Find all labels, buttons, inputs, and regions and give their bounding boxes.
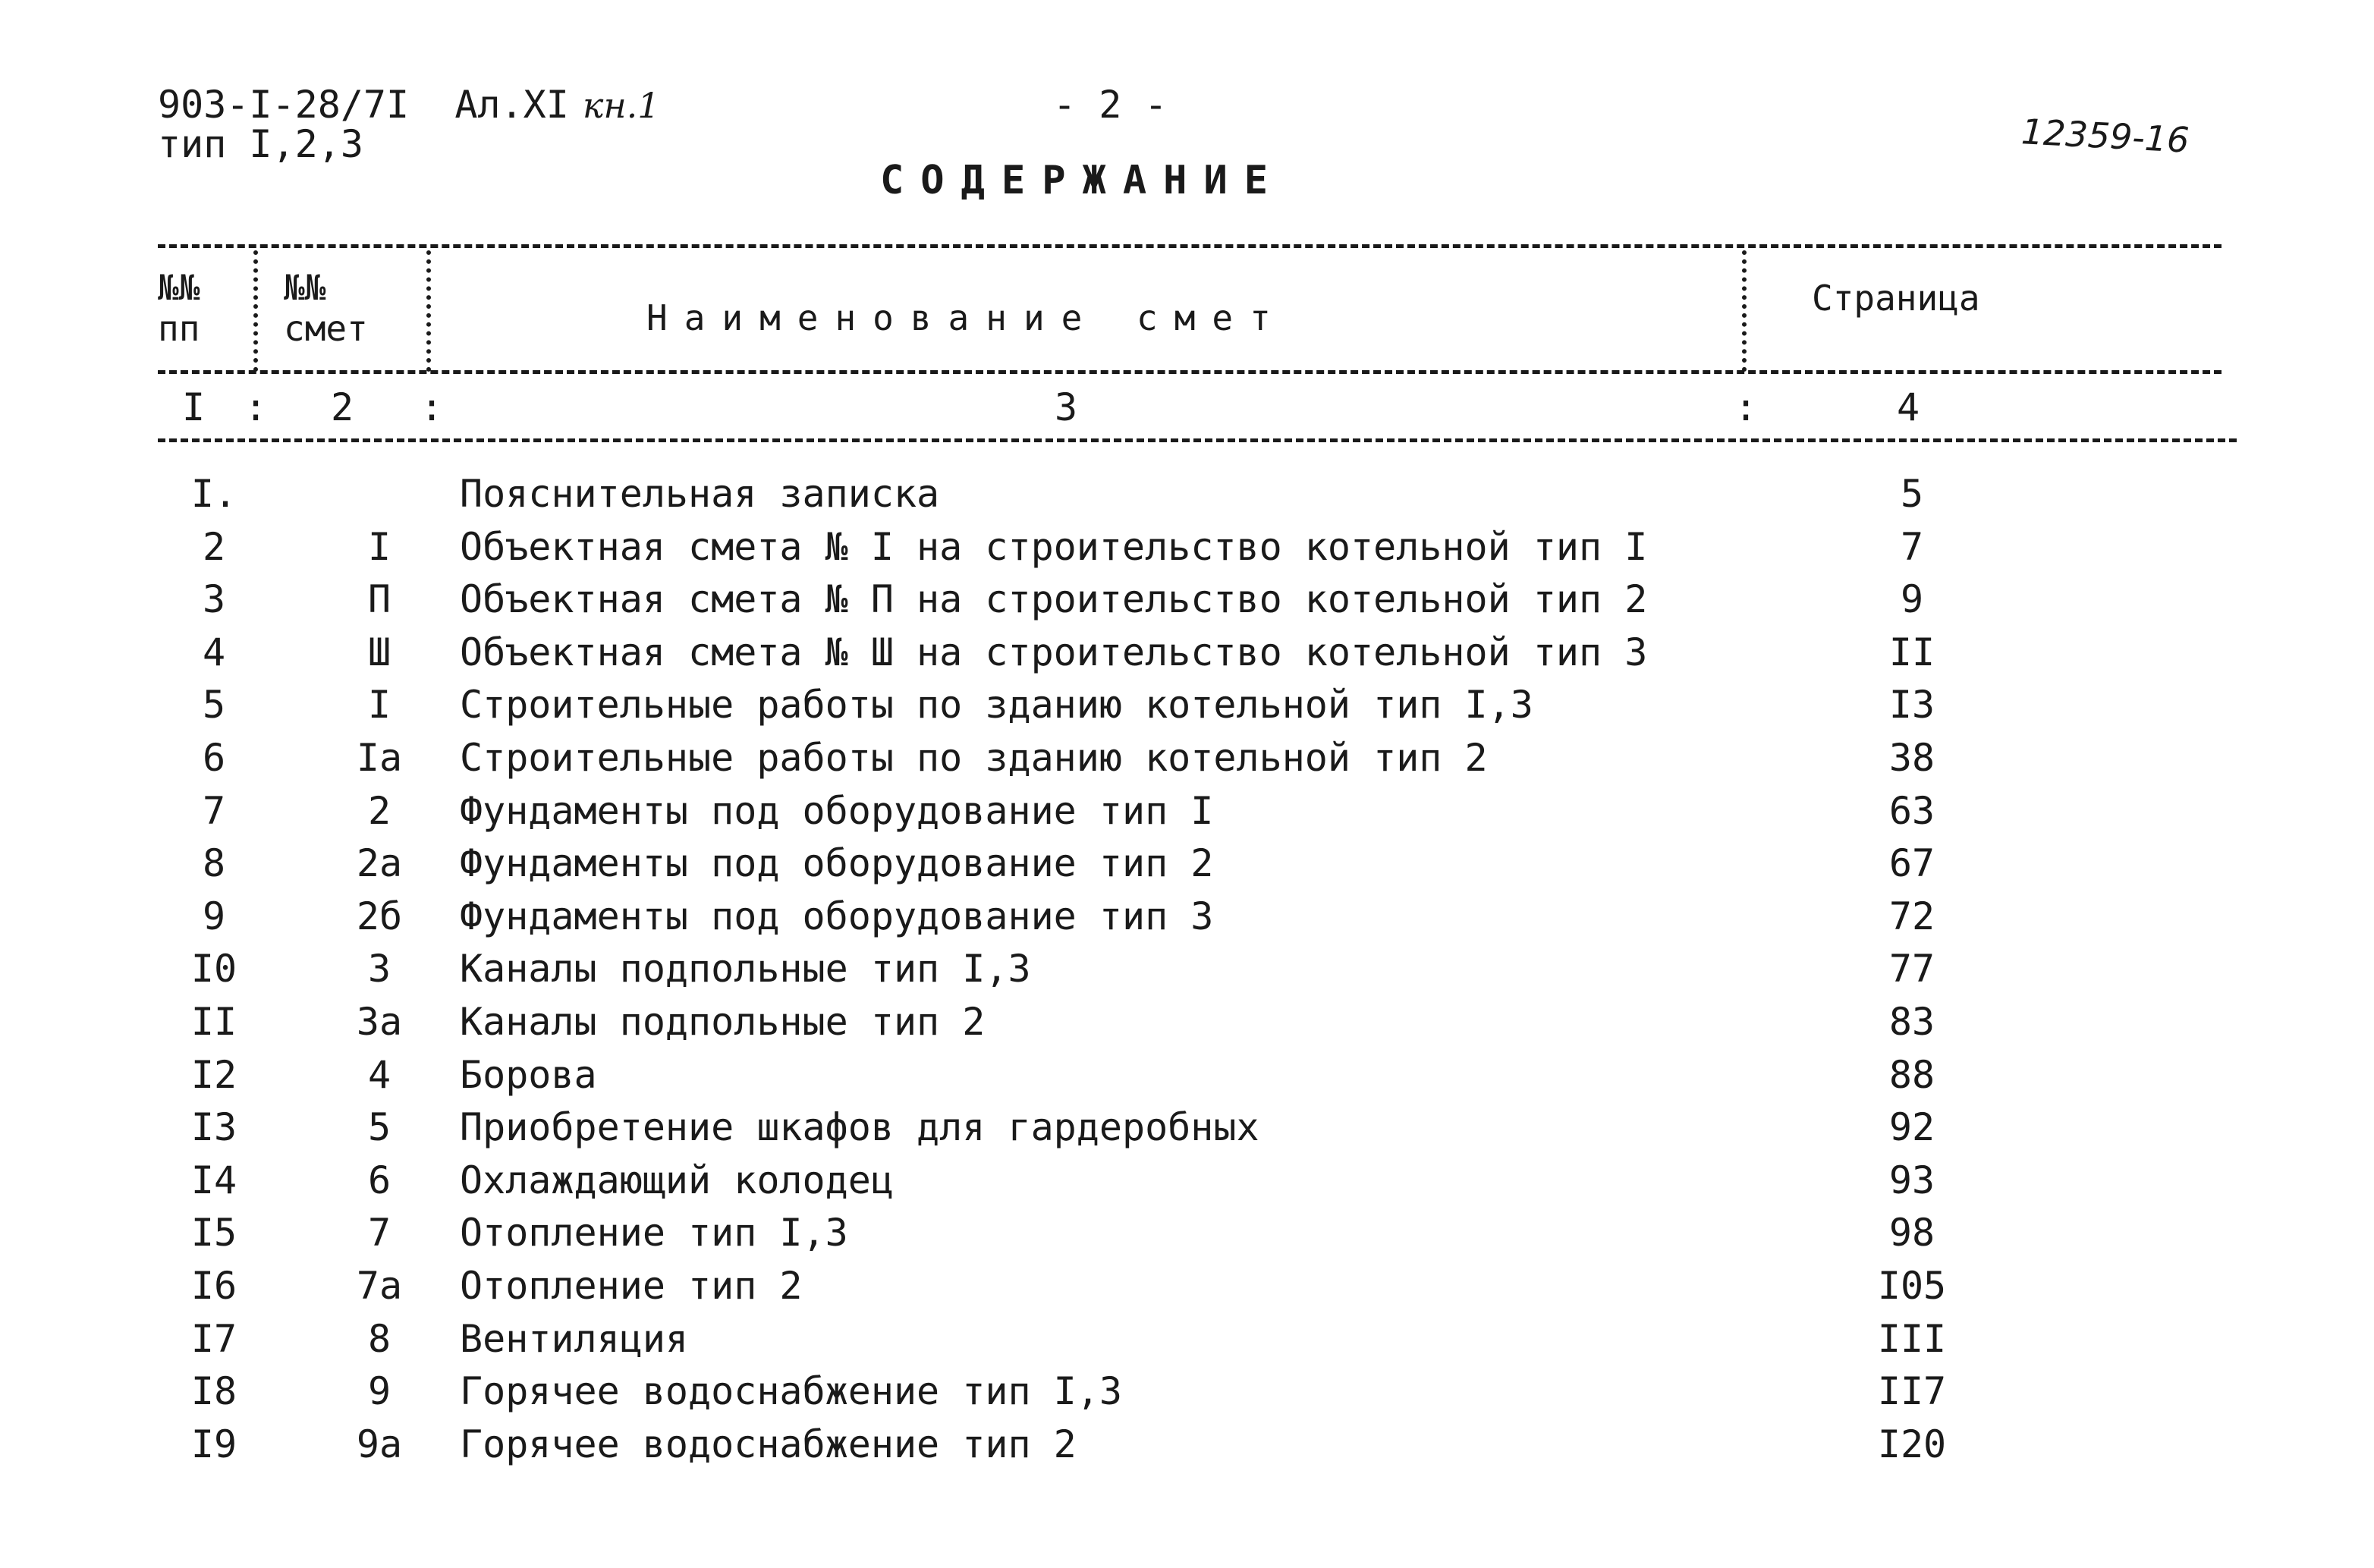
row-number: 8 — [202, 841, 226, 886]
estimate-number: 2 — [367, 788, 391, 833]
estimate-number: 8 — [367, 1316, 391, 1361]
table-row — [0, 1365, 2374, 1418]
colon-separator: : — [1734, 385, 1758, 429]
page-number-cell: III — [1877, 1316, 1947, 1361]
estimate-number: Iа — [356, 736, 403, 780]
page-number-cell: 5 — [1900, 472, 1924, 516]
column-numbers-rule — [158, 438, 2237, 442]
page-number-cell: I05 — [1877, 1264, 1947, 1308]
estimate-name: Борова — [460, 1052, 597, 1097]
column-number-3: 3 — [1055, 385, 1078, 429]
estimate-number: Ш — [367, 630, 391, 674]
page-number-cell: 77 — [1888, 947, 1935, 991]
table-row — [0, 1101, 2374, 1154]
estimate-name: Отопление тип 2 — [460, 1264, 803, 1308]
table-row — [0, 784, 2374, 837]
row-number: II — [190, 1000, 237, 1044]
page-number-cell: 9 — [1900, 577, 1924, 622]
table-row — [0, 1206, 2374, 1259]
document-code — [158, 85, 660, 125]
estimate-number: 6 — [367, 1158, 391, 1202]
row-number: I. — [190, 472, 237, 516]
row-number: 3 — [202, 577, 226, 622]
page-title: СОДЕРЖАНИЕ — [880, 158, 1285, 203]
table-row — [0, 1154, 2374, 1207]
estimate-name: Фундаменты под оборудование тип 3 — [460, 894, 1214, 938]
estimate-name: Охлаждающий колодец — [460, 1158, 894, 1202]
column-separator-1 — [253, 250, 258, 372]
page-number-cell: 98 — [1888, 1211, 1935, 1255]
estimate-name: Строительные работы по зданию котельной тип I,3 — [460, 683, 1533, 727]
page-number-cell: 38 — [1888, 736, 1935, 780]
estimate-number: 3 — [367, 947, 391, 991]
page-number-cell: II7 — [1877, 1369, 1947, 1414]
header-row-number: №№ пп — [158, 267, 200, 349]
estimate-name: Вентиляция — [460, 1316, 689, 1361]
column-separator-3 — [1742, 250, 1747, 372]
table-row — [0, 995, 2374, 1048]
row-number: I3 — [190, 1105, 237, 1150]
header-bottom-rule — [158, 370, 2221, 374]
table-row — [0, 890, 2374, 943]
row-number: 6 — [202, 736, 226, 780]
colon-separator: : — [420, 385, 444, 429]
table-row — [0, 520, 2374, 573]
table-row — [0, 1259, 2374, 1312]
estimate-name: Пояснительная записка — [460, 472, 940, 516]
table-row — [0, 626, 2374, 679]
estimate-name: Объектная смета № П на строительство котельной тип 2 — [460, 577, 1648, 622]
table-row — [0, 1312, 2374, 1365]
row-number: 5 — [202, 683, 226, 727]
estimate-number: I — [367, 524, 391, 569]
estimate-name: Горячее водоснабжение тип 2 — [460, 1422, 1077, 1466]
row-number: I0 — [190, 947, 237, 991]
estimate-number: 2а — [356, 841, 403, 886]
document-type-line: тип I,2,3 — [158, 122, 363, 166]
row-number: I4 — [190, 1158, 237, 1202]
document-code-text: 903-I-28/7I Ал.XI — [158, 83, 569, 127]
estimate-name: Отопление тип I,3 — [460, 1211, 848, 1255]
row-number: 9 — [202, 894, 226, 938]
estimate-name: Фундаменты под оборудование тип I — [460, 788, 1214, 833]
column-number-4: 4 — [1897, 385, 1920, 429]
estimate-name: Объектная смета № I на строительство котельной тип I — [460, 524, 1648, 569]
estimate-number: 9 — [367, 1369, 391, 1414]
table-row — [0, 731, 2374, 784]
handwritten-reference-number: 12359-16 — [2020, 111, 2190, 161]
row-number: 4 — [202, 630, 226, 674]
estimate-name: Каналы подпольные тип 2 — [460, 1000, 986, 1044]
table-row — [0, 1048, 2374, 1101]
table-row — [0, 837, 2374, 890]
colon-separator: : — [244, 385, 268, 429]
page-number-cell: 93 — [1888, 1158, 1935, 1202]
page-number-cell: II — [1888, 630, 1935, 674]
handwritten-book-note: кн.1 — [582, 85, 660, 126]
page-number: - 2 - — [1053, 83, 1168, 127]
row-number: I7 — [190, 1316, 237, 1361]
estimate-name: Горячее водоснабжение тип I,3 — [460, 1369, 1122, 1414]
header-page: Страница — [1812, 278, 1980, 319]
page-number-cell: 63 — [1888, 788, 1935, 833]
table-row — [0, 678, 2374, 731]
page-number-cell: I3 — [1888, 683, 1935, 727]
estimate-name: Объектная смета № Ш на строительство котельной тип 3 — [460, 630, 1648, 674]
estimate-name: Приобретение шкафов для гардеробных — [460, 1105, 1259, 1150]
estimate-number: I — [367, 683, 391, 727]
row-number: I6 — [190, 1264, 237, 1308]
page-number-cell: 83 — [1888, 1000, 1935, 1044]
estimate-name: Фундаменты под оборудование тип 2 — [460, 841, 1214, 886]
page-number-cell: 72 — [1888, 894, 1935, 938]
page-number-cell: 88 — [1888, 1052, 1935, 1097]
estimate-number: П — [367, 577, 391, 622]
page-number-cell: 7 — [1900, 524, 1924, 569]
table-top-rule — [158, 244, 2221, 248]
estimate-number: 7а — [356, 1264, 403, 1308]
estimate-number: 2б — [356, 894, 403, 938]
estimate-number: 3а — [356, 1000, 403, 1044]
estimate-number: 7 — [367, 1211, 391, 1255]
row-number: 7 — [202, 788, 226, 833]
estimate-name: Каналы подпольные тип I,3 — [460, 947, 1031, 991]
header-estimate-name: Наименование смет — [646, 297, 1288, 338]
table-row — [0, 573, 2374, 626]
row-number: 2 — [202, 524, 226, 569]
page-number-cell: 67 — [1888, 841, 1935, 886]
page-number-cell: 92 — [1888, 1105, 1935, 1150]
row-number: I9 — [190, 1422, 237, 1466]
estimate-name: Строительные работы по зданию котельной тип 2 — [460, 736, 1488, 780]
row-number: I8 — [190, 1369, 237, 1414]
column-number-1: I — [182, 385, 206, 429]
table-row — [0, 1418, 2374, 1471]
column-number-2: 2 — [331, 385, 354, 429]
row-number: I5 — [190, 1211, 237, 1255]
table-row — [0, 942, 2374, 995]
estimate-number: 4 — [367, 1052, 391, 1097]
page-number-cell: I20 — [1877, 1422, 1947, 1466]
header-estimate-number: №№ смет — [284, 267, 368, 349]
estimate-number: 5 — [367, 1105, 391, 1150]
estimate-number: 9а — [356, 1422, 403, 1466]
table-row — [0, 467, 2374, 520]
row-number: I2 — [190, 1052, 237, 1097]
column-separator-2 — [426, 250, 431, 372]
